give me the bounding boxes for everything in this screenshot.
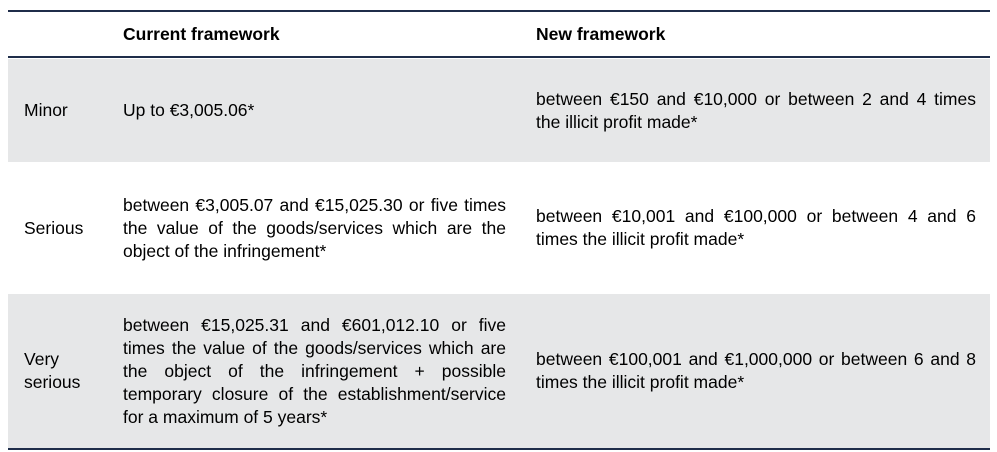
current-framework-text: between €15,025.31 and €601,012.10 or five times the value of the goods/services which are the object of the infringement + possible temporary closure of the establishment/service for a maximum of 5 years* xyxy=(123,314,506,427)
current-framework-text: between €3,005.07 and €15,025.30 or five times the value of the goods/services which are the object of the infringement* xyxy=(123,194,506,261)
current-framework-cell xyxy=(123,162,506,294)
new-framework-cell xyxy=(536,294,976,448)
table-row-very-serious xyxy=(8,294,990,448)
new-framework-text: between €100,001 and €1,000,000 or between 6 and 8 times the illicit profit made* xyxy=(536,349,976,392)
current-framework-cell xyxy=(123,59,506,162)
category-cell xyxy=(24,162,124,294)
current-framework-text: Up to €3,005.06* xyxy=(123,100,255,120)
table-row-minor xyxy=(8,59,990,162)
penalties-table xyxy=(8,0,990,452)
category-cell xyxy=(24,294,124,448)
new-framework-text: between €10,001 and €100,000 or between 4 and 6 times the illicit profit made* xyxy=(536,206,976,249)
category-label: Minor xyxy=(24,100,68,120)
table-row-serious xyxy=(8,162,990,294)
bottom-rule xyxy=(8,448,990,450)
new-framework-cell xyxy=(536,162,976,294)
current-framework-cell xyxy=(123,294,506,448)
new-framework-cell xyxy=(536,59,976,162)
header-rule xyxy=(8,56,990,58)
category-label: Serious xyxy=(24,217,84,238)
category-label: Very serious xyxy=(24,349,81,392)
header-current-framework: Current framework xyxy=(123,23,280,44)
new-framework-text: between €150 and €10,000 or between 2 and 4 times the illicit profit made* xyxy=(536,88,976,132)
header-new-framework: New framework xyxy=(536,23,666,44)
category-cell xyxy=(24,59,124,162)
